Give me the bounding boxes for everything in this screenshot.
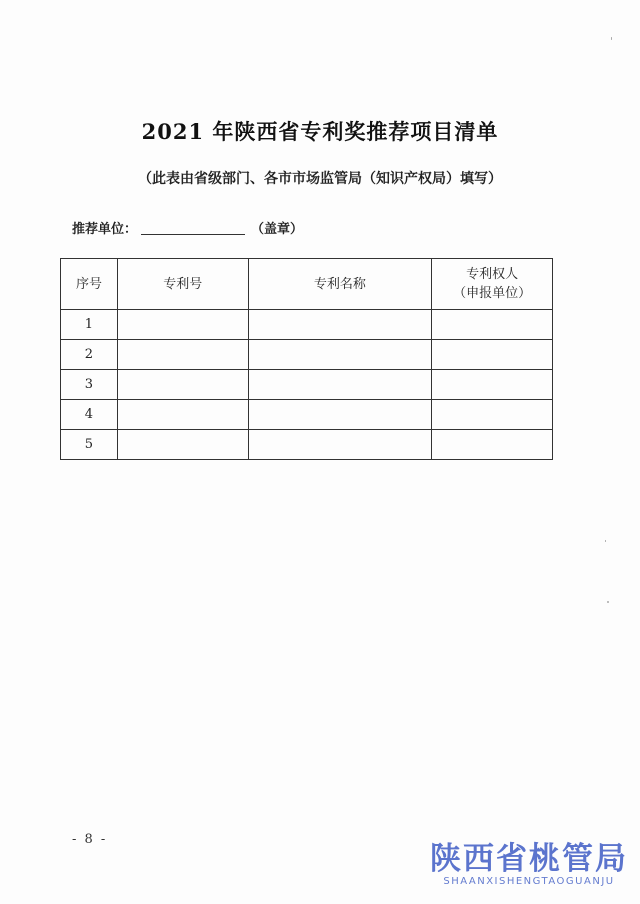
cell-seq: 1 [61,310,118,340]
seal-note: （盖章） [251,222,304,237]
table-row [61,310,553,340]
watermark-subtitle: SHAANXISHENGTAOGUANJU [443,876,615,887]
cell-patent-name [248,340,432,370]
cell-holder [432,310,553,340]
cell-patent-no [117,310,248,340]
cell-holder [432,370,553,400]
recommend-unit-row [72,218,303,237]
cell-patent-no [117,430,248,460]
cell-patent-name [248,370,432,400]
scan-speck [611,37,612,40]
recommend-unit-blank [141,220,245,235]
site-watermark [430,842,628,887]
table-row [61,370,553,400]
header-holder [432,259,553,310]
cell-holder [432,430,553,460]
cell-holder [432,340,553,370]
scan-speck [607,601,609,603]
document-title: 2021 年陕西省专利奖推荐项目清单 [141,119,499,144]
cell-seq: 3 [61,370,118,400]
table-row [61,340,553,370]
table-header-row [61,259,553,310]
scan-speck [605,540,606,542]
cell-patent-no [117,400,248,430]
cell-seq: 2 [61,340,118,370]
cell-patent-no [117,340,248,370]
page-number: - 8 - [72,832,108,847]
cell-patent-no [117,370,248,400]
document-subtitle: （此表由省级部门、各市市场监管局（知识产权局）填写） [138,171,502,187]
table-row [61,400,553,430]
header-patent-name: 专利名称 [248,259,432,310]
recommend-unit-label: 推荐单位： [72,222,138,237]
header-holder-line2: （申报单位） [453,286,532,301]
header-seq: 序号 [61,259,118,310]
table-row [61,430,553,460]
patent-table [60,258,553,460]
header-holder-line1: 专利权人 [466,267,519,282]
cell-seq: 5 [61,430,118,460]
cell-patent-name [248,430,432,460]
header-patent-no: 专利号 [117,259,248,310]
cell-patent-name [248,310,432,340]
cell-seq: 4 [61,400,118,430]
cell-holder [432,400,553,430]
cell-patent-name [248,400,432,430]
watermark-title: 陕西省桃管局 [430,841,628,877]
